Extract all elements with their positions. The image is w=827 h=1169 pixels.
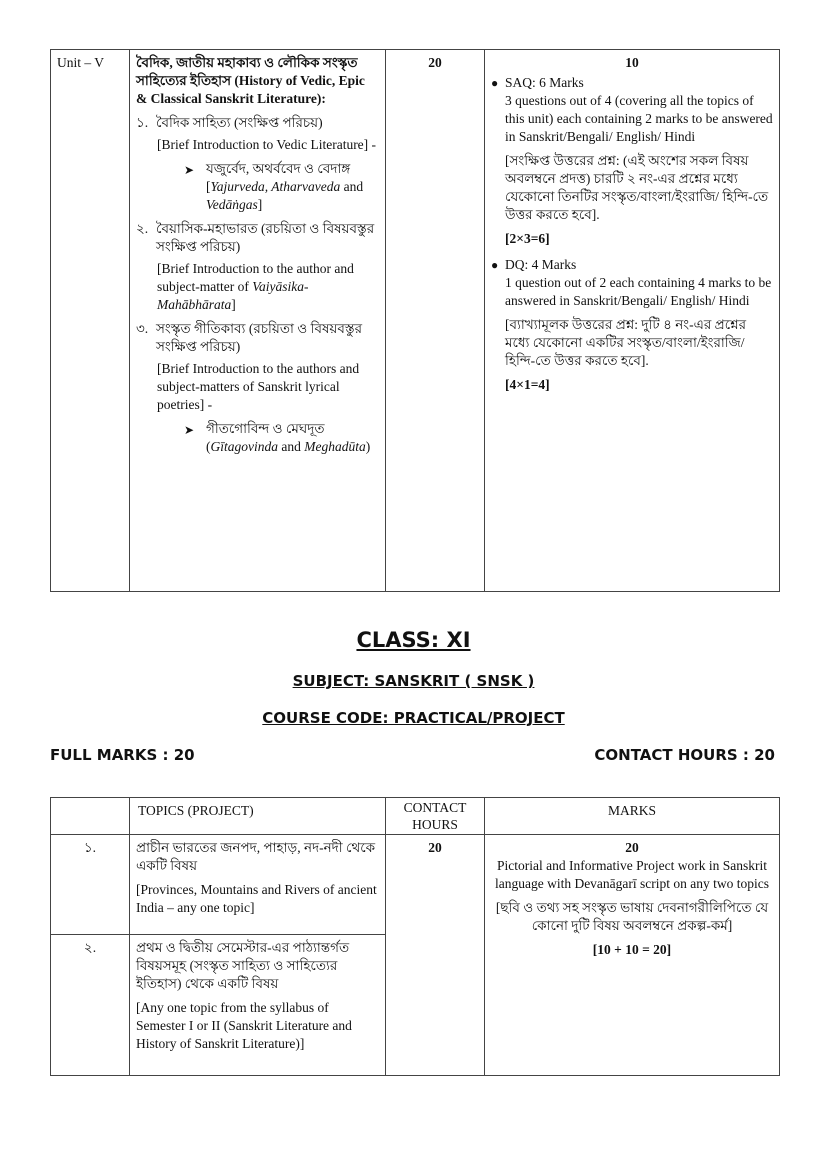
- sub-item-en: [206, 438, 370, 456]
- unit-hours: 20: [428, 55, 442, 70]
- project-hours: 20: [428, 840, 442, 855]
- item-bn: সংস্কৃত গীতিকাব্য (রচয়িতা ও বিষয়বস্তুর সংক্ষিপ্ত পরিচয়): [156, 321, 362, 354]
- contact-hours: CONTACT HOURS : 20: [594, 746, 775, 764]
- table-header-row: [51, 798, 780, 835]
- project-marks-en: Pictorial and Informative Project work in Sanskrit language with Devanāgarī script on any two topics: [494, 858, 770, 891]
- course-code-heading: COURSE CODE: PRACTICAL/PROJECT: [262, 709, 565, 727]
- dq-label: DQ: 4 Marks: [505, 257, 577, 272]
- unit-title: [136, 54, 379, 108]
- sub-item-en: [206, 178, 379, 214]
- unit-label: Unit – V: [57, 55, 105, 70]
- subject-heading: SUBJECT: SANSKRIT ( SNSK ): [292, 672, 535, 690]
- table-row: [51, 835, 780, 935]
- item-en: [Brief Introduction to the authors and subject-matters of Sanskrit lyrical poetries] -: [157, 361, 360, 412]
- sub-item-bn: গীতগোবিন্দ ও মেঘদূত: [206, 421, 325, 436]
- item-en: [Brief Introduction to Vedic Literature] -: [157, 137, 377, 152]
- unit-table: [50, 49, 780, 592]
- row-number-text: ২.: [83, 940, 97, 955]
- sub-item-en-italic-2: Meghadūta: [304, 439, 366, 454]
- class-heading: CLASS: XI: [356, 628, 471, 652]
- project-marks-total: 20: [625, 840, 639, 855]
- item-en-prefix: [Brief Introduction to the author and subject-matter of: [157, 261, 354, 294]
- saq-bn: [সংক্ষিপ্ত উত্তরের প্রশ্ন: (এই অংশের সকল বিষয় অবলম্বনে প্রদত্ত) চারটি ২ নং-এর প্রশ্নের মধ্যে যেকোনো তিনটির সংস্কৃত/বাংলা/ইংরাজি/ হিন্দি-তে উত্তর করতে হবে].: [505, 153, 769, 222]
- unit-title-bn: বৈদিক, জাতীয় মহাকাব্য ও লৌকিক সংস্কৃত সাহিত্যের ইতিহাস: [136, 55, 358, 88]
- project-marks-cell: [485, 835, 780, 1076]
- item-bn: বৈয়াসিক-মহাভারত (রচয়িতা ও বিষয়বস্তুর সংক্ষিপ্ত পরিচয়): [156, 221, 375, 254]
- unit-marks-total: 10: [625, 55, 639, 70]
- sub-list-item: [184, 160, 379, 214]
- unit-hours-cell: [386, 50, 485, 592]
- sub-item-en-mid: and: [343, 179, 364, 194]
- item-en: [157, 260, 379, 314]
- project-marks-bn: [ছবি ও তথ্য সহ সংস্কৃত ভাষায় দেবনাগরীলিপিতে যে কোনো দুটি বিষয় অবলম্বনে প্রকল্প-কর্ম]: [495, 900, 769, 933]
- sub-item-bn: যজুর্বেদ, অথর্ববেদ ও বেদাঙ্গ: [206, 161, 351, 176]
- row-topic: [130, 935, 386, 1076]
- sub-item-en-mid: and: [281, 439, 301, 454]
- bracket-close: ]: [257, 197, 263, 212]
- paren-close: ): [365, 439, 371, 454]
- unit-marks-cell: [485, 50, 780, 592]
- list-item: [136, 320, 379, 356]
- unit-label-cell: [51, 50, 130, 592]
- item-bn: বৈদিক সাহিত্য (সংক্ষিপ্ত পরিচয়): [156, 115, 323, 130]
- dq-bn: [ব্যাখ্যামূলক উত্তরের প্রশ্ন: দুটি ৪ নং-এর প্রশ্নের মধ্যে যেকোনো একটির সংস্কৃত/বাংলা/ইংরাজি/ হিন্দি-তে উত্তর করতে হবে].: [505, 317, 747, 368]
- item-en-italic: Vaiyāsika-Mahābhārata: [157, 279, 309, 312]
- list-item: [136, 114, 379, 132]
- row-topic: [130, 835, 386, 935]
- saq-en: 3 questions out of 4 (covering all the topics of this unit) each containing 2 marks to be answered in Sanskrit/Bengali/ English/ Hindi: [505, 93, 773, 144]
- row-number: [51, 935, 130, 1076]
- sub-item-en-italic-2: Vedāṅgas: [206, 197, 258, 212]
- saq-label: SAQ: 6 Marks: [505, 75, 584, 90]
- arrow-bullet-icon: ➤: [184, 423, 195, 437]
- bullet-icon: ●: [491, 76, 499, 90]
- project-table: [50, 797, 780, 1076]
- row-number: [51, 835, 130, 935]
- item-en-suffix: ]: [231, 297, 236, 312]
- item-number: ১.: [136, 115, 149, 130]
- header-num: [51, 798, 130, 835]
- row-topic-bn: প্রাচীন ভারতের জনপদ, পাহাড়, নদ-নদী থেকে একটি বিষয়: [136, 840, 376, 873]
- paren-open: (: [206, 439, 211, 454]
- full-marks: FULL MARKS : 20: [50, 746, 195, 764]
- row-topic-bn: প্রথম ও দ্বিতীয় সেমেস্টার-এর পাঠ্যান্তর্গত বিষয়সমূহ (সংস্কৃত সাহিত্য ও সাহিত্যের ইতিহাস) থেকে একটি বিষয়: [136, 940, 350, 991]
- header-topics: TOPICS (PROJECT): [130, 798, 386, 835]
- saq-formula: [2×3=6]: [505, 231, 550, 246]
- sub-list-item: [184, 420, 379, 456]
- row-topic-en: [Provinces, Mountains and Rivers of ancient India – any one topic]: [136, 882, 377, 915]
- unit-title-en: (History of Vedic, Epic & Classical Sanskrit Literature):: [136, 73, 365, 106]
- header-marks: MARKS: [485, 798, 780, 835]
- sub-item-en-italic-1: Yajurveda, Atharvaveda: [210, 179, 341, 194]
- item-number: ৩.: [136, 321, 149, 336]
- dq-block: [491, 256, 773, 400]
- sub-item-en-italic-1: Gītagovinda: [210, 439, 278, 454]
- project-marks-formula: [10 + 10 = 20]: [592, 942, 672, 957]
- list-item: [136, 220, 379, 256]
- header-hours: CONTACT HOURS: [386, 798, 485, 835]
- arrow-bullet-icon: ➤: [184, 163, 195, 177]
- bullet-icon: ●: [491, 258, 499, 272]
- dq-formula: [4×1=4]: [505, 377, 550, 392]
- bracket-open: [: [206, 179, 211, 194]
- unit-topics-cell: [130, 50, 386, 592]
- row-number-text: ১.: [83, 840, 97, 855]
- row-topic-en: [Any one topic from the syllabus of Semester I or II (Sanskrit Literature and History of Sanskrit Literature)]: [136, 1000, 352, 1051]
- item-number: ২.: [136, 221, 149, 236]
- dq-en: 1 question out of 2 each containing 4 marks to be answered in Sanskrit/Bengali/ English/ Hindi: [505, 275, 772, 308]
- table-row: [51, 50, 780, 592]
- project-hours-cell: [386, 835, 485, 1076]
- saq-block: [491, 74, 773, 254]
